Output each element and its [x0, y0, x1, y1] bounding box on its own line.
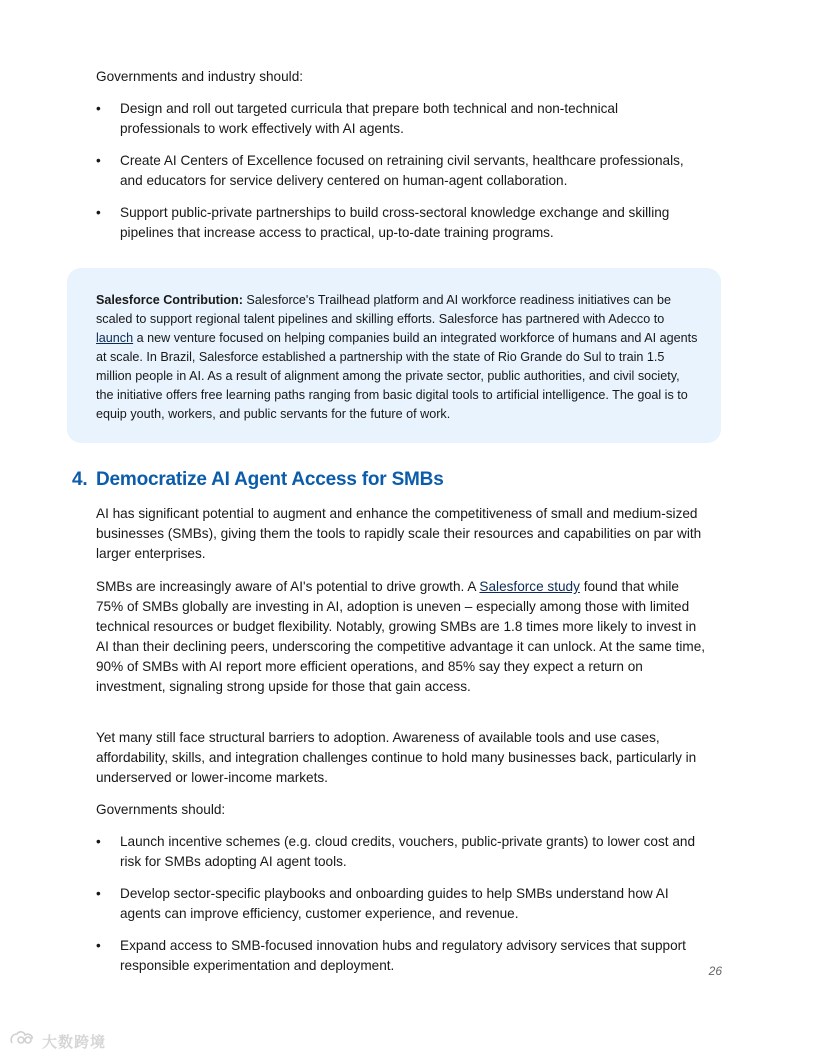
intro-lead: Governments and industry should: — [96, 69, 304, 84]
list-item — [96, 203, 696, 243]
callout-body-part-2: a new venture focused on helping companies build an integrated workforce of humans and AI agents at scale. In Brazil, Salesforce established a partnership with the state of Rio Grande do Sul to train 1.5 million people in AI. As a result of alignment among the private sector, public authorities, and civil society, the initiative offers free learning paths ranging from basic digital tools to artificial intelligence. The goal is to equip youth, workers, and public servants for the future of work. — [96, 331, 698, 421]
callout-label: Salesforce Contribution: — [96, 293, 243, 307]
list-item — [96, 99, 696, 139]
list-item — [96, 151, 696, 191]
paragraph-2-part-1: SMBs are increasingly aware of AI's potential to drive growth. A — [96, 579, 480, 594]
watermark-text: 大数跨境 — [42, 1032, 107, 1051]
section-paragraph-2 — [96, 577, 706, 697]
bullet-icon: • — [96, 101, 101, 116]
launch-link[interactable]: launch — [96, 331, 134, 345]
bullet-icon: • — [96, 153, 101, 168]
section-bullet-list — [96, 832, 696, 988]
bullet-icon: • — [96, 205, 101, 220]
section-lead: Governments should: — [96, 802, 226, 817]
list-item — [96, 832, 696, 872]
bullet-icon: • — [96, 938, 101, 953]
list-item — [96, 936, 696, 976]
bullet-text: Develop sector-specific playbooks and onboarding guides to help SMBs understand how AI agents can improve efficiency, customer experience, and revenue. — [120, 886, 669, 921]
section-heading — [72, 469, 444, 491]
bullet-text: Support public-private partnerships to build cross-sectoral knowledge exchange and skilling pipelines that increase access to practical, up-to-date training programs. — [120, 205, 670, 240]
intro-bullet-list — [96, 99, 696, 255]
page-number: 26 — [708, 964, 722, 978]
callout-body-part-1: Salesforce's Trailhead platform and AI workforce readiness initiatives can be scaled to support regional talent pipelines and skilling efforts. Salesforce has partnered with Adecco to — [96, 293, 671, 326]
paragraph-2-part-2: found that while 75% of SMBs globally are investing in AI, adoption is uneven – especially among those with limited technical resources or budget flexibility. Notably, growing SMBs are 1.8 times more likely to invest in AI than their declining peers, underscoring the competitive advantage it can unlock. At the same time, 90% of SMBs with AI report more efficient operations, and 85% say they expect a return on investment, signaling strong upside for those that gain access. — [96, 579, 706, 694]
bullet-text: Launch incentive schemes (e.g. cloud credits, vouchers, public-private grants) to lower cost and risk for SMBs adopting AI agent tools. — [120, 834, 695, 869]
bullet-text: Expand access to SMB-focused innovation hubs and regulatory advisory services that support responsible experimentation and deployment. — [120, 938, 686, 973]
section-paragraph-1: AI has significant potential to augment and enhance the competitiveness of small and medium-sized businesses (SMBs), giving them the tools to rapidly scale their resources and capabilities on par with larger enterprises. — [96, 506, 702, 561]
salesforce-study-link[interactable]: Salesforce study — [479, 579, 580, 594]
bullet-text: Create AI Centers of Excellence focused on retraining civil servants, healthcare professionals, and educators for service delivery centered on human-agent collaboration. — [120, 153, 684, 188]
section-title: Democratize AI Agent Access for SMBs — [96, 469, 444, 490]
bullet-text: Design and roll out targeted curricula that prepare both technical and non-technical professionals to work effectively with AI agents. — [120, 101, 618, 136]
section-number: 4. — [72, 469, 88, 490]
section-paragraph-3: Yet many still face structural barriers to adoption. Awareness of available tools and use cases, affordability, skills, and integration challenges continue to hold many businesses back, particularly in underserved or lower-income markets. — [96, 730, 697, 785]
camera-logo-icon — [8, 1029, 38, 1054]
bullet-icon: • — [96, 834, 101, 849]
salesforce-contribution-callout — [67, 268, 721, 443]
callout-text — [96, 291, 698, 424]
watermark — [8, 1030, 106, 1052]
bullet-icon: • — [96, 886, 101, 901]
list-item — [96, 884, 696, 924]
